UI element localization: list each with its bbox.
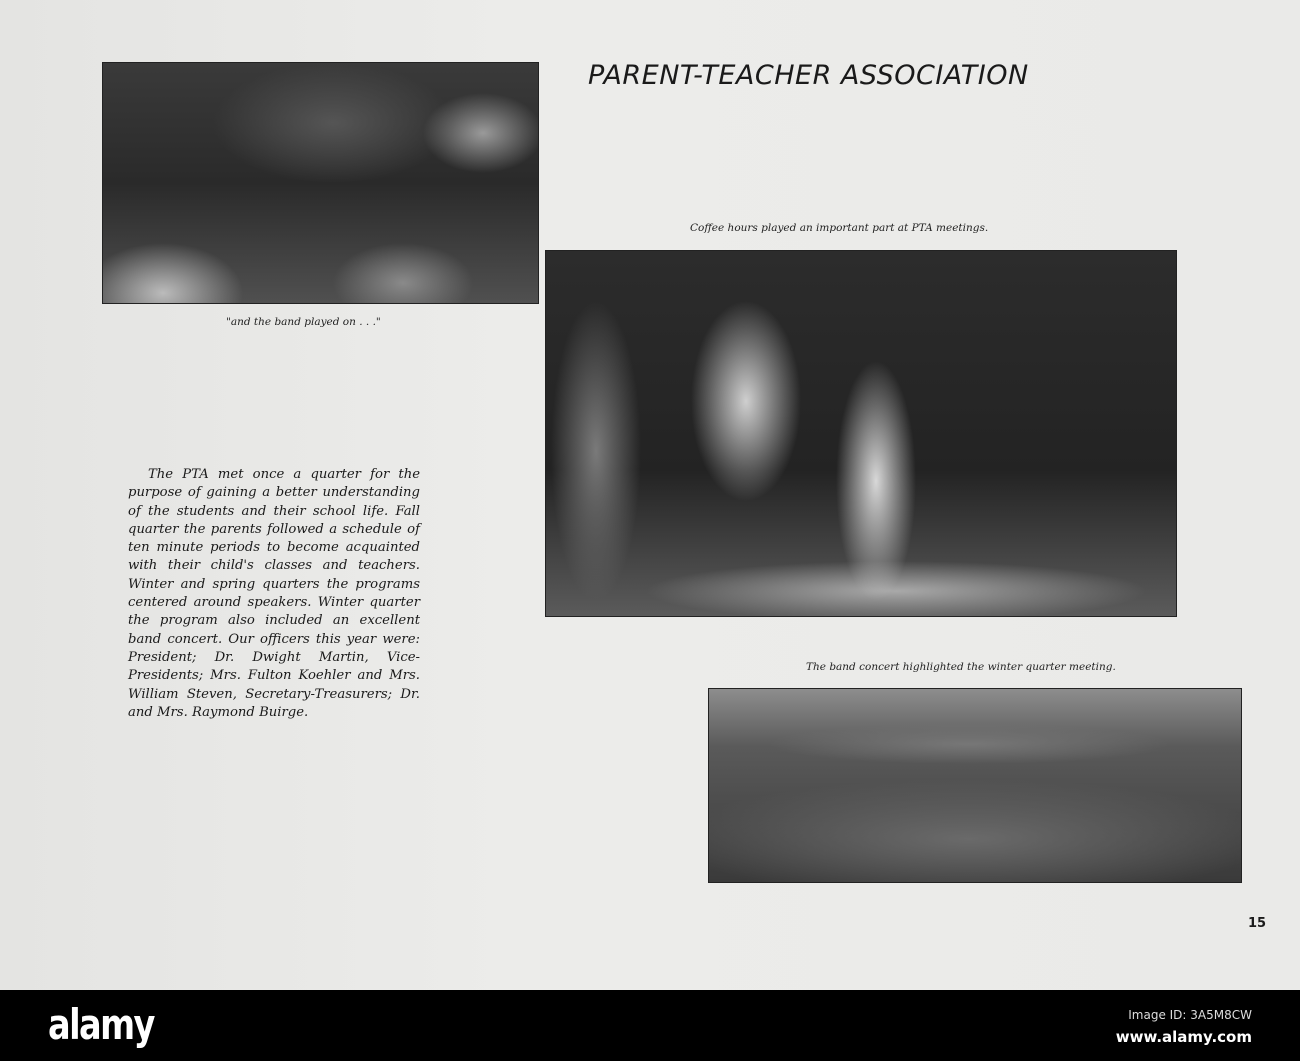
- caption-coffee: Coffee hours played an important part at PTA meetings.: [690, 222, 989, 234]
- alamy-logo: alamy: [48, 1000, 154, 1049]
- watermark-bar: [0, 990, 1300, 1061]
- photo-band-concert: [708, 688, 1242, 883]
- site-url: www.alamy.com: [1115, 1028, 1252, 1046]
- page-number: 15: [1248, 916, 1267, 931]
- photo-band-performance: [102, 62, 539, 304]
- image-id: Image ID: 3A5M8CW: [1128, 1008, 1252, 1022]
- photo-coffee-hour: [545, 250, 1177, 617]
- page-title: PARENT-TEACHER ASSOCIATION: [588, 60, 1029, 91]
- caption-band-concert: The band concert highlighted the winter quarter meeting.: [806, 661, 1116, 673]
- caption-band-played: "and the band played on . . .": [226, 316, 381, 328]
- body-paragraph: The PTA met once a quarter for the purpose of gaining a better understanding of the students and their school life. Fall quarter the parents followed a schedule of ten minute periods to become acquainted with their child's classes and teachers. Winter and spring quarters the programs centered around speakers. Winter quarter the program also included an excellent band concert. Our officers this year were: President; Dr. Dwight Martin, Vice-Presidents; Mrs. Fulton Koehler and Mrs. William Steven, Secretary-Treasurers; Dr. and Mrs. Raymond Buirge.: [128, 467, 420, 720]
